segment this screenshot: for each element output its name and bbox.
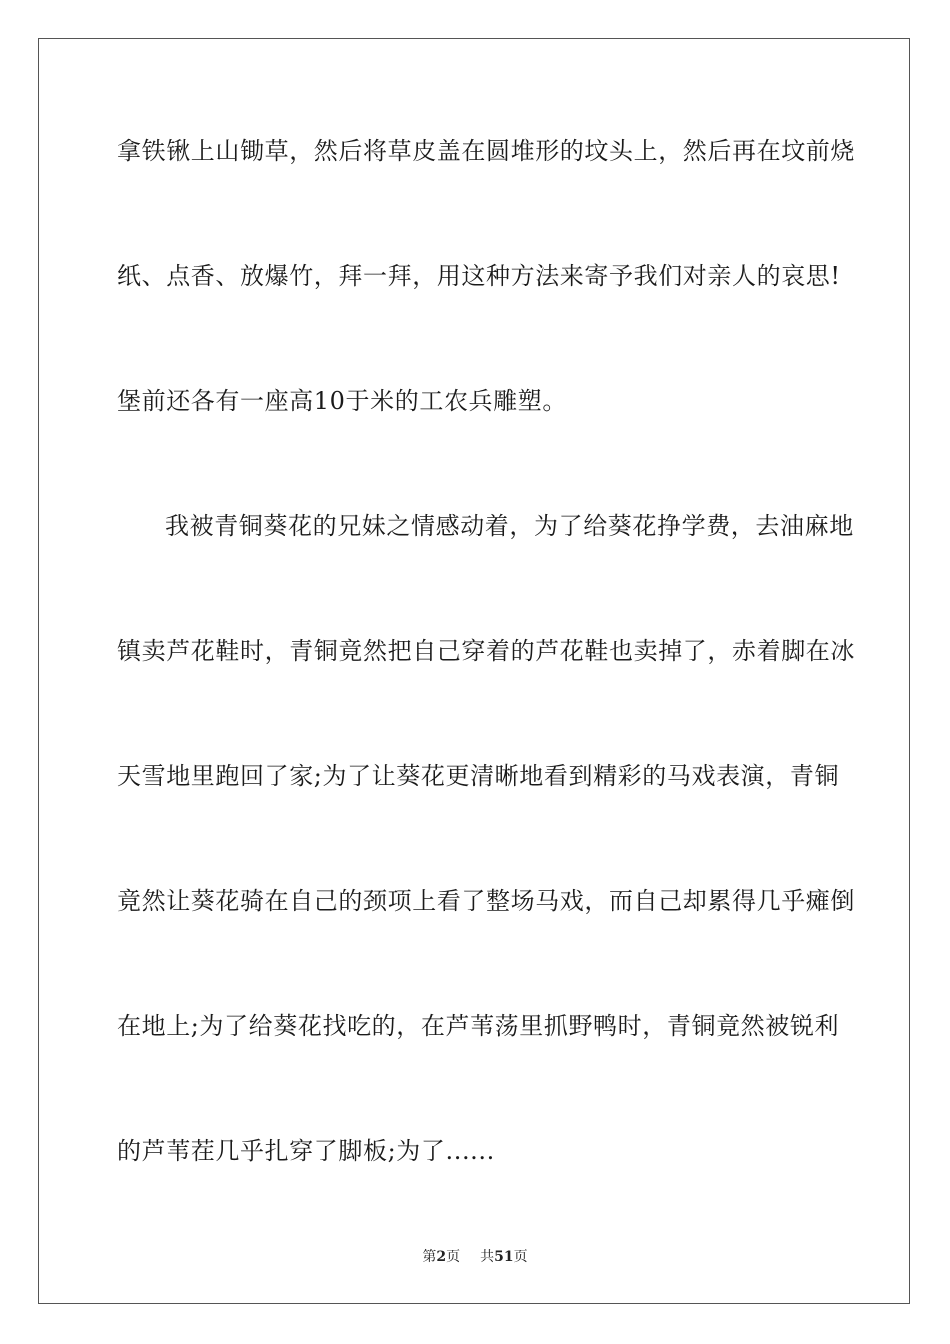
- page-prefix: 第: [422, 1249, 437, 1265]
- page-number: 2: [436, 1249, 447, 1265]
- page-suffix: 页: [446, 1249, 461, 1265]
- total-prefix: 共: [480, 1249, 495, 1265]
- paragraph-line: 天雪地里跑回了家;为了让葵花更清晰地看到精彩的马戏表演，青铜: [117, 762, 840, 790]
- page-border: [38, 38, 910, 1304]
- paragraph-line: 的芦苇茬几乎扎穿了脚板;为了......: [117, 1137, 495, 1165]
- paragraph-line: 镇卖芦花鞋时，青铜竟然把自己穿着的芦花鞋也卖掉了，赤着脚在冰: [117, 637, 855, 665]
- paragraph-line: 纸、点香、放爆竹，拜一拜，用这种方法来寄予我们对亲人的哀思!: [117, 262, 841, 290]
- total-suffix: 页: [513, 1249, 528, 1265]
- page-footer: [0, 1248, 950, 1266]
- paragraph-line: 竟然让葵花骑在自己的颈项上看了整场马戏，而自己却累得几乎瘫倒: [117, 887, 855, 915]
- paragraph-line: 堡前还各有一座高10于米的工农兵雕塑。: [117, 387, 567, 415]
- paragraph-line: 拿铁锹上山锄草，然后将草皮盖在圆堆形的坟头上，然后再在坟前烧: [117, 137, 855, 165]
- paragraph-line: 在地上;为了给葵花找吃的，在芦苇荡里抓野鸭时，青铜竟然被锐利: [117, 1012, 840, 1040]
- total-pages: 51: [494, 1249, 514, 1265]
- paragraph-line: 我被青铜葵花的兄妹之情感动着，为了给葵花挣学费，去油麻地: [165, 512, 854, 540]
